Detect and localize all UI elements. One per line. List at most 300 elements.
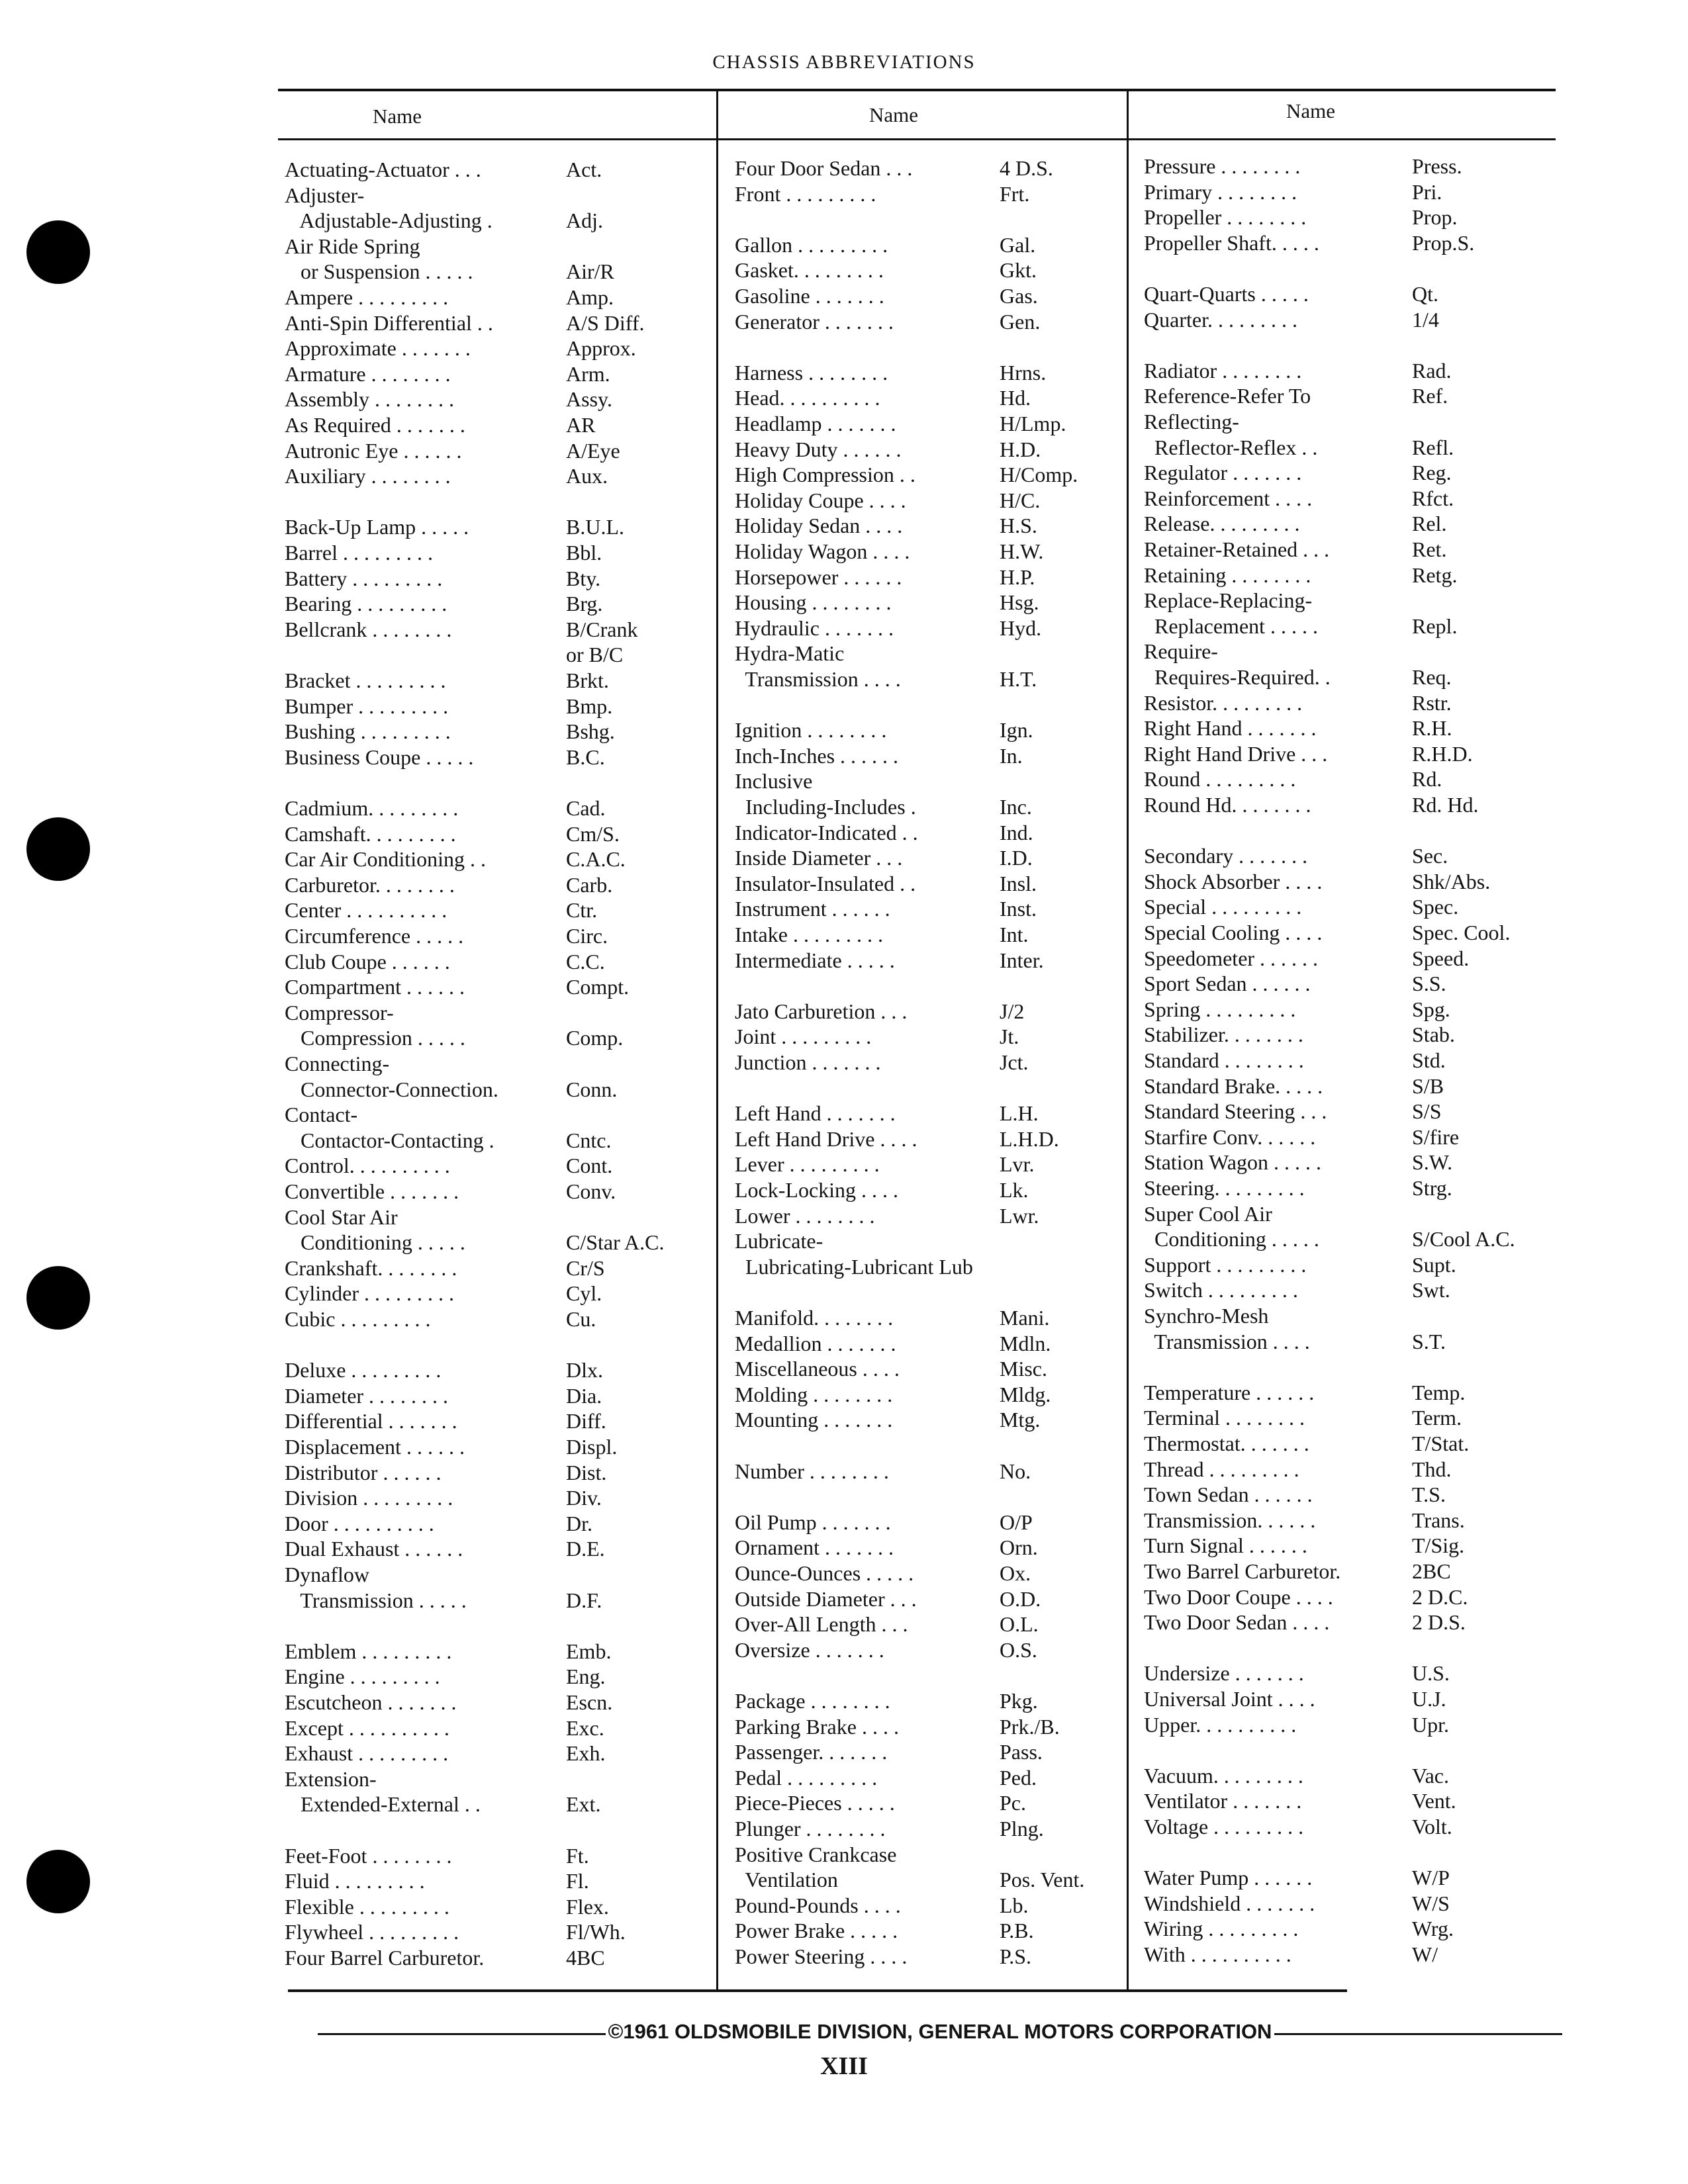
term-name: Gasoline . . . . . . . — [735, 284, 884, 308]
term-abbreviation: Lvr. — [1000, 1152, 1035, 1177]
term-name: Transmission . . . . — [1144, 1329, 1310, 1353]
term-abbreviation: D.E. — [566, 1537, 605, 1561]
term-name: Carburetor. . . . . . . . — [285, 872, 455, 897]
term-name: Oil Pump . . . . . . . — [735, 1510, 891, 1534]
term-abbreviation: Ext. — [566, 1792, 601, 1817]
term-abbreviation: Trans. — [1412, 1508, 1465, 1532]
term-abbreviation: Cr/S — [566, 1255, 605, 1280]
term-name: Four Door Sedan . . . — [735, 156, 913, 180]
term-abbreviation: Circ. — [566, 924, 608, 948]
term-name: Headlamp . . . . . . . — [735, 412, 896, 435]
term-abbreviation: O/P — [1000, 1510, 1033, 1534]
term-abbreviation: U.S. — [1412, 1661, 1450, 1686]
term-abbreviation: 2 D.S. — [1412, 1610, 1466, 1635]
term-name: Radiator . . . . . . . . — [1144, 358, 1302, 383]
term-name: Round Hd. . . . . . . . — [1144, 793, 1311, 817]
term-name: Undersize . . . . . . . — [1144, 1661, 1304, 1686]
term-name: Approximate . . . . . . . — [285, 336, 471, 361]
term-name: Replace-Replacing- — [1144, 588, 1313, 613]
term-name: Parking Brake . . . . — [735, 1714, 899, 1739]
term-name: Ventilation — [735, 1868, 838, 1892]
term-name: Circumference . . . . . — [285, 924, 464, 948]
column-divider-2 — [1127, 90, 1129, 1991]
term-name: Oversize . . . . . . . — [735, 1637, 884, 1662]
term-name: Lubricating-Lubricant Lub — [735, 1254, 973, 1279]
term-abbreviation: 2 D.C. — [1412, 1584, 1468, 1609]
term-abbreviation: R.H.D. — [1412, 741, 1473, 766]
term-name: Starfire Conv. . . . . . — [1144, 1124, 1316, 1149]
term-name: Extension- — [285, 1766, 377, 1791]
term-name: Conditioning . . . . . — [1144, 1227, 1319, 1251]
term-abbreviation: Comp. — [566, 1026, 624, 1050]
term-name: Holiday Wagon . . . . — [735, 539, 910, 563]
term-abbreviation: H.W. — [1000, 539, 1044, 563]
term-abbreviation: Rd. — [1412, 767, 1442, 792]
term-name: Requires-Required. . — [1144, 665, 1331, 689]
term-abbreviation: Gkt. — [1000, 258, 1037, 283]
term-name: Gallon . . . . . . . . . — [735, 232, 888, 257]
term-abbreviation: Dist. — [566, 1460, 607, 1484]
term-name: Holiday Sedan . . . . — [735, 514, 903, 538]
column-2-header: Name — [868, 103, 919, 126]
term-name: Connector-Connection. — [285, 1077, 498, 1101]
term-abbreviation: Pkg. — [1000, 1689, 1038, 1713]
term-name: Reflector-Reflex . . — [1144, 435, 1318, 459]
term-name: Thermostat. . . . . . . — [1144, 1432, 1309, 1455]
term-abbreviation: Conv. — [566, 1179, 616, 1203]
term-name: Heavy Duty . . . . . . — [735, 437, 902, 461]
term-abbreviation: C.A.C. — [566, 847, 626, 872]
term-name: Anti-Spin Differential . . — [285, 310, 493, 335]
term-abbreviation: D.F. — [566, 1588, 602, 1612]
term-name: Cool Star Air — [285, 1205, 398, 1229]
term-abbreviation: O.S. — [1000, 1637, 1037, 1662]
term-name: Bracket . . . . . . . . . — [285, 668, 446, 692]
term-abbreviation: Cyl. — [566, 1281, 602, 1306]
term-abbreviation: I.D. — [1000, 846, 1033, 870]
term-name: Division . . . . . . . . . — [285, 1486, 453, 1510]
term-abbreviation: Adj. — [566, 208, 603, 233]
term-name: Actuating-Actuator . . . — [285, 158, 481, 181]
term-name: Housing . . . . . . . . — [735, 590, 892, 615]
term-abbreviation: W/P — [1412, 1866, 1450, 1890]
term-abbreviation: Displ. — [566, 1435, 618, 1459]
term-name: Replacement . . . . . — [1144, 614, 1319, 638]
footer — [318, 2020, 1562, 2046]
term-abbreviation: Orn. — [1000, 1535, 1038, 1560]
term-abbreviation: Frt. — [1000, 181, 1030, 206]
term-name: Engine . . . . . . . . . — [285, 1664, 440, 1689]
column-divider-1 — [716, 90, 718, 1991]
term-abbreviation: Ctr. — [566, 898, 598, 923]
term-name: Cadmium. . . . . . . . . — [285, 796, 459, 820]
term-name: Club Coupe . . . . . . — [285, 949, 450, 974]
term-name: Wiring . . . . . . . . . — [1144, 1917, 1299, 1941]
term-name: Switch . . . . . . . . . — [1144, 1278, 1298, 1302]
term-abbreviation: Bbl. — [566, 541, 602, 565]
term-abbreviation: In. — [1000, 743, 1023, 768]
term-abbreviation: Exc. — [566, 1715, 604, 1740]
term-name: Business Coupe . . . . . — [285, 745, 474, 769]
term-name: Sport Sedan . . . . . . — [1144, 972, 1311, 996]
term-name: Resistor. . . . . . . . . — [1144, 690, 1303, 715]
term-name: Center . . . . . . . . . . — [285, 898, 447, 923]
term-abbreviation: Rfct. — [1412, 486, 1454, 510]
term-name: Windshield . . . . . . . — [1144, 1891, 1315, 1915]
term-abbreviation: S/fire — [1412, 1124, 1460, 1149]
term-name: Spring . . . . . . . . . — [1144, 997, 1296, 1021]
term-abbreviation: Exh. — [566, 1741, 606, 1766]
term-abbreviation: Rstr. — [1412, 690, 1452, 715]
term-name: Holiday Coupe . . . . — [735, 488, 906, 512]
term-abbreviation: Arm. — [566, 361, 610, 386]
binder-hole-2 — [26, 817, 90, 881]
term-name: Auxiliary . . . . . . . . — [285, 464, 451, 488]
term-abbreviation: Req. — [1412, 665, 1452, 689]
term-name: Convertible . . . . . . . — [285, 1179, 459, 1203]
term-name: Outside Diameter . . . — [735, 1586, 917, 1611]
term-name: Intake . . . . . . . . . — [735, 923, 883, 946]
term-abbreviation: Dia. — [566, 1383, 602, 1408]
column-1-header: Name — [372, 105, 422, 128]
term-abbreviation: Spg. — [1412, 997, 1450, 1021]
term-name: Ignition . . . . . . . . — [735, 718, 887, 743]
term-name: Back-Up Lamp . . . . . — [285, 515, 469, 539]
term-name: With . . . . . . . . . . — [1144, 1942, 1291, 1966]
term-abbreviation: Ign. — [1000, 718, 1033, 743]
term-abbreviation: P.B. — [1000, 1919, 1034, 1943]
term-name: Universal Joint . . . . — [1144, 1687, 1315, 1711]
term-abbreviation: Rad. — [1412, 358, 1452, 383]
term-name: Dynaflow — [285, 1563, 369, 1586]
term-abbreviation: Hyd. — [1000, 615, 1042, 640]
term-name: Fluid . . . . . . . . . — [285, 1869, 425, 1893]
term-abbreviation: Wrg. — [1412, 1917, 1454, 1941]
term-name: Compression . . . . . — [285, 1026, 465, 1050]
term-abbreviation: Inter. — [1000, 948, 1044, 972]
term-abbreviation: Temp. — [1412, 1380, 1466, 1404]
term-name: Two Door Sedan . . . . — [1144, 1610, 1330, 1635]
term-abbreviation: Vac. — [1412, 1763, 1449, 1788]
term-abbreviation: H.P. — [1000, 565, 1035, 589]
term-abbreviation: Gal. — [1000, 232, 1036, 257]
term-abbreviation: Retg. — [1412, 563, 1458, 587]
term-name: Battery . . . . . . . . . — [285, 566, 443, 590]
term-abbreviation: Rel. — [1412, 512, 1447, 536]
term-name: Power Steering . . . . — [735, 1944, 908, 1968]
table-bottom-rule — [288, 1989, 1347, 1992]
term-abbreviation: Refl. — [1412, 435, 1454, 459]
term-abbreviation: S.T. — [1412, 1329, 1446, 1353]
term-name: Round . . . . . . . . . — [1144, 767, 1296, 792]
term-abbreviation: H/C. — [1000, 488, 1041, 512]
term-abbreviation: C.C. — [566, 949, 605, 974]
term-name: Contactor-Contacting . — [285, 1128, 494, 1152]
term-name: Special . . . . . . . . . — [1144, 895, 1302, 919]
term-name: Super Cool Air — [1144, 1201, 1272, 1226]
term-name: Retainer-Retained . . . — [1144, 537, 1330, 561]
term-name: Conditioning . . . . . — [285, 1230, 465, 1255]
term-name: Regulator . . . . . . . — [1144, 461, 1302, 485]
term-name: Flywheel . . . . . . . . . — [285, 1920, 459, 1944]
term-abbreviation: Gas. — [1000, 284, 1038, 308]
term-abbreviation: L.H.D. — [1000, 1126, 1059, 1151]
term-name: Instrument . . . . . . — [735, 897, 890, 921]
term-abbreviation: 4 D.S. — [1000, 156, 1053, 180]
term-name: Cylinder . . . . . . . . . — [285, 1281, 454, 1306]
term-name: or Suspension . . . . . — [285, 259, 473, 284]
term-name: Air Ride Spring — [285, 234, 420, 258]
term-name: Car Air Conditioning . . — [285, 847, 486, 872]
term-abbreviation: Plng. — [1000, 1817, 1044, 1841]
term-abbreviation: Cm/S. — [566, 821, 620, 846]
term-name: Horsepower . . . . . . — [735, 565, 902, 589]
term-abbreviation: Lb. — [1000, 1893, 1029, 1917]
term-abbreviation: Flex. — [566, 1894, 609, 1919]
term-name: Pedal . . . . . . . . . — [735, 1765, 878, 1790]
term-abbreviation: Lwr. — [1000, 1203, 1039, 1228]
term-abbreviation: Mani. — [1000, 1306, 1050, 1330]
term-abbreviation: Int. — [1000, 923, 1029, 946]
term-abbreviation: Cntc. — [566, 1128, 612, 1152]
term-abbreviation: W/S — [1412, 1891, 1450, 1915]
term-name: Reflecting- — [1144, 410, 1239, 433]
term-name: Barrel . . . . . . . . . — [285, 541, 433, 565]
term-name: Crankshaft. . . . . . . . — [285, 1255, 457, 1280]
term-abbreviation: Mdln. — [1000, 1331, 1051, 1355]
term-abbreviation: Hrns. — [1000, 360, 1047, 385]
term-abbreviation: Lk. — [1000, 1178, 1029, 1202]
term-abbreviation: Misc. — [1000, 1357, 1047, 1381]
term-name: Two Barrel Carburetor. — [1144, 1559, 1341, 1583]
term-name: Special Cooling . . . . — [1144, 921, 1323, 944]
term-name: Require- — [1144, 639, 1218, 664]
term-abbreviation: S/B — [1412, 1073, 1444, 1098]
term-abbreviation: P.S. — [1000, 1944, 1032, 1968]
term-abbreviation: Mtg. — [1000, 1408, 1041, 1432]
term-abbreviation: Shk/Abs. — [1412, 869, 1491, 893]
term-abbreviation: 1/4 — [1412, 307, 1439, 332]
term-abbreviation: Jt. — [1000, 1024, 1019, 1049]
term-name: Thread . . . . . . . . . — [1144, 1457, 1299, 1481]
term-abbreviation: S.W. — [1412, 1150, 1453, 1175]
term-name: Cubic . . . . . . . . . — [285, 1307, 431, 1331]
term-abbreviation: Brkt. — [566, 668, 609, 692]
term-name: Bumper . . . . . . . . . — [285, 694, 449, 718]
term-abbreviation: Spec. Cool. — [1412, 921, 1511, 944]
term-abbreviation: Std. — [1412, 1048, 1446, 1072]
term-abbreviation: Pri. — [1412, 179, 1442, 204]
term-abbreviation: No. — [1000, 1459, 1031, 1483]
term-name: Bearing . . . . . . . . . — [285, 592, 447, 616]
term-name: Insulator-Insulated . . — [735, 871, 916, 895]
term-abbreviation: Compt. — [566, 975, 630, 999]
term-abbreviation: Vent. — [1412, 1789, 1456, 1813]
term-abbreviation: Volt. — [1412, 1815, 1452, 1839]
term-name: Contact- — [285, 1103, 358, 1127]
term-name: Speedometer . . . . . . — [1144, 946, 1319, 970]
term-name: Plunger . . . . . . . . — [735, 1817, 886, 1841]
term-abbreviation: S/Cool A.C. — [1412, 1227, 1515, 1251]
term-name: Left Hand . . . . . . . — [735, 1101, 896, 1126]
term-abbreviation: Carb. — [566, 872, 613, 897]
term-name: Harness . . . . . . . . — [735, 360, 888, 385]
term-abbreviation: Bmp. — [566, 694, 613, 718]
term-abbreviation: Term. — [1412, 1406, 1462, 1430]
term-abbreviation: Repl. — [1412, 614, 1458, 638]
term-name: Left Hand Drive . . . . — [735, 1126, 917, 1151]
binder-hole-4 — [26, 1850, 90, 1913]
term-name: Upper. . . . . . . . . . — [1144, 1712, 1297, 1737]
term-abbreviation: Eng. — [566, 1664, 606, 1689]
term-name: Bushing . . . . . . . . . — [285, 719, 451, 744]
term-abbreviation: or B/C — [566, 643, 624, 667]
term-name: Town Sedan . . . . . . — [1144, 1482, 1313, 1507]
term-abbreviation: AR — [566, 413, 596, 437]
term-abbreviation: 2BC — [1412, 1559, 1451, 1583]
term-abbreviation: Cont. — [566, 1154, 613, 1178]
term-name: Transmission. . . . . . — [1144, 1508, 1316, 1532]
term-abbreviation: Gen. — [1000, 309, 1041, 334]
term-name: As Required . . . . . . . — [285, 413, 465, 437]
term-name: Dual Exhaust . . . . . . — [285, 1537, 463, 1561]
term-name: Passenger. . . . . . . — [735, 1740, 888, 1764]
term-abbreviation: Air/R — [566, 259, 614, 284]
term-abbreviation: J/2 — [1000, 999, 1025, 1023]
term-name: Extended-External . . — [285, 1792, 481, 1817]
term-abbreviation: Ref. — [1412, 384, 1448, 408]
term-name: Number . . . . . . . . — [735, 1459, 889, 1483]
term-name: Junction . . . . . . . — [735, 1050, 881, 1074]
term-abbreviation: O.L. — [1000, 1612, 1039, 1637]
term-name: Terminal . . . . . . . . — [1144, 1406, 1305, 1430]
term-name: Displacement . . . . . . — [285, 1435, 465, 1459]
term-name: Bellcrank . . . . . . . . — [285, 617, 452, 641]
term-name: Autronic Eye . . . . . . — [285, 438, 462, 463]
term-name: Reference-Refer To — [1144, 384, 1311, 408]
term-abbreviation: Escn. — [566, 1690, 613, 1714]
term-name: Transmission . . . . . — [285, 1588, 467, 1612]
term-abbreviation: Sec. — [1412, 844, 1448, 868]
term-name: Propeller . . . . . . . . — [1144, 205, 1307, 230]
term-abbreviation: Thd. — [1412, 1457, 1452, 1481]
term-abbreviation: Bshg. — [566, 719, 615, 744]
term-name: Shock Absorber . . . . — [1144, 869, 1323, 893]
term-name: Armature . . . . . . . . — [285, 361, 451, 386]
term-name: Package . . . . . . . . — [735, 1689, 890, 1713]
term-name: Retaining . . . . . . . . — [1144, 563, 1311, 587]
term-name: Vacuum. . . . . . . . . — [1144, 1763, 1303, 1788]
term-name: Lubricate- — [735, 1229, 823, 1253]
term-abbreviation: Hsg. — [1000, 590, 1039, 615]
term-name: Reinforcement . . . . — [1144, 486, 1313, 510]
term-abbreviation: Inc. — [1000, 795, 1032, 819]
term-abbreviation: H.D. — [1000, 437, 1041, 461]
term-name: Joint . . . . . . . . . — [735, 1024, 872, 1049]
term-name: Diameter . . . . . . . . — [285, 1383, 449, 1408]
term-name: Hydraulic . . . . . . . — [735, 615, 894, 640]
term-name: Deluxe . . . . . . . . . — [285, 1358, 442, 1383]
term-name: Turn Signal . . . . . . — [1144, 1533, 1307, 1558]
term-abbreviation: S/S — [1412, 1099, 1442, 1124]
term-name: Front . . . . . . . . . — [735, 181, 876, 206]
term-name: Flexible . . . . . . . . . — [285, 1894, 449, 1919]
term-abbreviation: Pos. Vent. — [1000, 1868, 1085, 1892]
term-name: Power Brake . . . . . — [735, 1919, 898, 1943]
term-name: Connecting- — [285, 1052, 390, 1075]
term-name: Standard Steering . . . — [1144, 1099, 1327, 1124]
term-abbreviation: W/ — [1412, 1942, 1438, 1966]
term-name: Standard Brake. . . . . — [1144, 1073, 1323, 1098]
term-abbreviation: H/Comp. — [1000, 463, 1078, 487]
term-abbreviation: Qt. — [1412, 282, 1438, 306]
term-abbreviation: H.T. — [1000, 667, 1037, 691]
term-abbreviation: A/Eye — [566, 438, 620, 463]
term-name: Indicator-Indicated . . — [735, 820, 918, 844]
term-abbreviation: Cad. — [566, 796, 606, 820]
term-name: Compartment . . . . . . — [285, 975, 465, 999]
term-abbreviation: Upr. — [1412, 1712, 1449, 1737]
term-name: Differential . . . . . . . — [285, 1409, 457, 1433]
term-abbreviation: Ped. — [1000, 1765, 1037, 1790]
term-abbreviation: Inst. — [1000, 897, 1037, 921]
term-name: Quart-Quarts . . . . . — [1144, 282, 1309, 306]
term-abbreviation: U.J. — [1412, 1687, 1446, 1711]
term-name: Propeller Shaft. . . . . — [1144, 230, 1319, 255]
term-abbreviation: B.U.L. — [566, 515, 624, 539]
term-name: Temperature . . . . . . — [1144, 1380, 1315, 1404]
term-abbreviation: B.C. — [566, 745, 605, 769]
term-name: Miscellaneous . . . . — [735, 1357, 900, 1381]
term-name: Adjustable-Adjusting . — [285, 208, 492, 233]
term-abbreviation: Spec. — [1412, 895, 1459, 919]
term-name: Adjuster- — [285, 183, 365, 207]
term-abbreviation: L.H. — [1000, 1101, 1039, 1126]
term-name: Except . . . . . . . . . . — [285, 1715, 449, 1740]
term-name: Synchro-Mesh — [1144, 1304, 1269, 1328]
term-name: Head. . . . . . . . . . — [735, 386, 880, 410]
term-name: Feet-Foot . . . . . . . . — [285, 1843, 452, 1868]
term-name: Intermediate . . . . . — [735, 948, 895, 972]
term-abbreviation: Amp. — [566, 285, 614, 309]
term-abbreviation: Mldg. — [1000, 1382, 1051, 1406]
binder-hole-1 — [26, 220, 90, 284]
term-name: Control. . . . . . . . . . — [285, 1154, 450, 1178]
term-name: Two Door Coupe . . . . — [1144, 1584, 1333, 1609]
binder-hole-3 — [26, 1266, 90, 1330]
term-name: Assembly . . . . . . . . — [285, 387, 454, 412]
term-name: Support . . . . . . . . . — [1144, 1252, 1307, 1277]
term-abbreviation: T/Stat. — [1412, 1432, 1470, 1455]
term-name: Secondary . . . . . . . — [1144, 844, 1308, 868]
term-name: Mounting . . . . . . . — [735, 1408, 893, 1432]
term-abbreviation: T/Sig. — [1412, 1533, 1465, 1558]
term-abbreviation: Prop.S. — [1412, 230, 1475, 255]
table-top-rule — [278, 89, 1556, 91]
term-name: Distributor . . . . . . — [285, 1460, 442, 1484]
term-name: Positive Crankcase — [735, 1842, 897, 1866]
term-abbreviation: Strg. — [1412, 1176, 1452, 1200]
term-abbreviation: H.S. — [1000, 514, 1037, 538]
term-abbreviation: Pass. — [1000, 1740, 1043, 1764]
term-name: Escutcheon . . . . . . . — [285, 1690, 457, 1714]
term-abbreviation: Ret. — [1412, 537, 1447, 561]
term-abbreviation: B/Crank — [566, 617, 638, 641]
page-number: XIII — [820, 2052, 868, 2080]
term-name: Including-Includes . — [735, 795, 916, 819]
term-name: Four Barrel Carburetor. — [285, 1946, 485, 1970]
term-name: Voltage . . . . . . . . . — [1144, 1815, 1304, 1839]
